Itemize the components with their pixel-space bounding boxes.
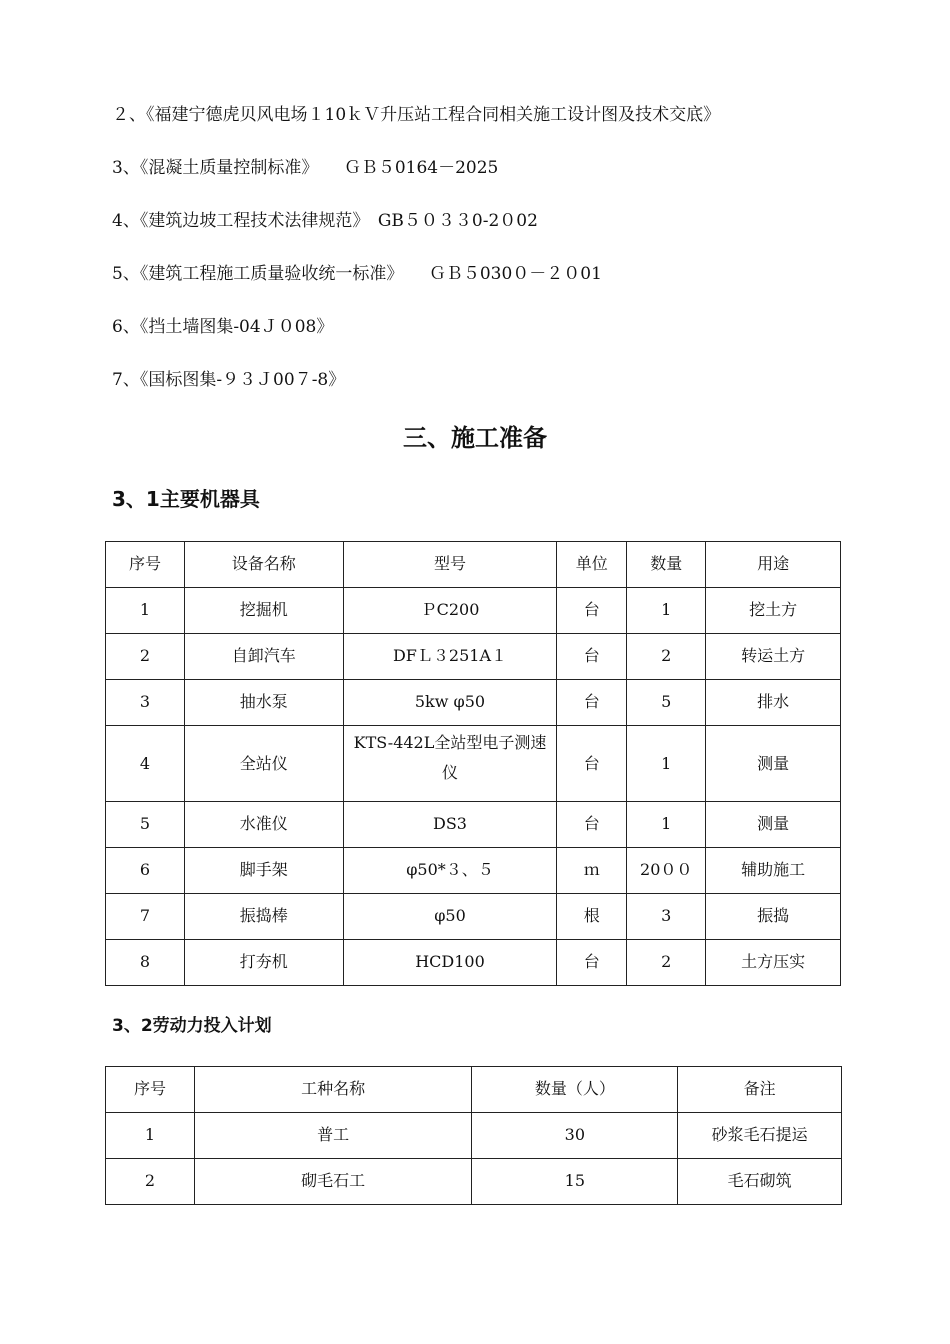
header-cell: 工种名称 xyxy=(194,1067,472,1113)
table-cell: 振捣 xyxy=(706,894,841,940)
table-cell: 1 xyxy=(106,588,185,634)
header-cell: 用途 xyxy=(706,542,841,588)
table-cell: 5 xyxy=(106,802,185,848)
reference-item: 3、《混凝土质量控制标准》 ＧＢ５0164－2025 xyxy=(112,158,499,178)
equipment-heading: 3、1主要机器具 xyxy=(112,487,260,511)
table-cell: 毛石砌筑 xyxy=(678,1159,842,1205)
labor-table xyxy=(105,1066,842,1205)
table-cell: 台 xyxy=(557,802,627,848)
table-cell: 3 xyxy=(106,680,185,726)
table-cell: 5 xyxy=(627,680,706,726)
reference-item: ２、《福建宁德虎贝风电场１10ｋＶ升压站工程合同相关施工设计图及技术交底》 xyxy=(112,105,721,125)
table-row xyxy=(106,680,841,726)
header-cell: 数量 xyxy=(627,542,706,588)
table-cell: 台 xyxy=(557,726,627,802)
table-cell: 7 xyxy=(106,894,185,940)
header-cell: 单位 xyxy=(557,542,627,588)
table-cell: 1 xyxy=(627,726,706,802)
section-title: 三、施工准备 xyxy=(403,424,547,452)
table-cell: 挖掘机 xyxy=(184,588,343,634)
table-cell: 挖土方 xyxy=(706,588,841,634)
table-cell: 转运土方 xyxy=(706,634,841,680)
table-cell: KTS-442L全站型电子测速仪 xyxy=(343,726,557,802)
table-cell: 15 xyxy=(472,1159,678,1205)
table-row xyxy=(106,940,841,986)
header-cell: 数量（人） xyxy=(472,1067,678,1113)
table-cell: 脚手架 xyxy=(184,848,343,894)
table-cell: 水准仪 xyxy=(184,802,343,848)
table-cell: φ50 xyxy=(343,894,557,940)
table-cell: 根 xyxy=(557,894,627,940)
table-cell: 测量 xyxy=(706,726,841,802)
table-cell: φ50*３、５ xyxy=(343,848,557,894)
table-row xyxy=(106,894,841,940)
table-cell: 30 xyxy=(472,1113,678,1159)
table-row xyxy=(106,802,841,848)
table-cell: 测量 xyxy=(706,802,841,848)
table-cell: 辅助施工 xyxy=(706,848,841,894)
table-row xyxy=(106,848,841,894)
table-cell: 2 xyxy=(106,634,185,680)
table-cell: ｍ xyxy=(557,848,627,894)
table-cell: 振捣棒 xyxy=(184,894,343,940)
table-cell: 20００ xyxy=(627,848,706,894)
table-cell: 4 xyxy=(106,726,185,802)
table-cell: 土方压实 xyxy=(706,940,841,986)
table-cell: 台 xyxy=(557,588,627,634)
table-cell: 台 xyxy=(557,680,627,726)
table-cell: 2 xyxy=(627,940,706,986)
table-cell: 1 xyxy=(106,1113,195,1159)
table-cell: 1 xyxy=(627,802,706,848)
table-cell: 台 xyxy=(557,940,627,986)
table-cell: 砌毛石工 xyxy=(194,1159,472,1205)
table-cell: 2 xyxy=(627,634,706,680)
table-row xyxy=(106,1113,842,1159)
table-cell: 6 xyxy=(106,848,185,894)
table-header-row xyxy=(106,1067,842,1113)
header-cell: 序号 xyxy=(106,1067,195,1113)
table-cell: 8 xyxy=(106,940,185,986)
table-cell: 排水 xyxy=(706,680,841,726)
reference-item: 4、《建筑边坡工程技术法律规范》 GB５０３３0-2０02 xyxy=(112,211,538,231)
header-cell: 序号 xyxy=(106,542,185,588)
table-cell: 台 xyxy=(557,634,627,680)
reference-item: 6、《挡土墙图集-04Ｊ０08》 xyxy=(112,317,334,337)
header-cell: 备注 xyxy=(678,1067,842,1113)
table-row xyxy=(106,1159,842,1205)
table-row xyxy=(106,726,841,802)
labor-heading: 3、2劳动力投入计划 xyxy=(112,1016,272,1036)
table-cell: HCD100 xyxy=(343,940,557,986)
table-cell: ＰC200 xyxy=(343,588,557,634)
table-cell: 砂浆毛石提运 xyxy=(678,1113,842,1159)
table-cell: 1 xyxy=(627,588,706,634)
table-cell: 5kw φ50 xyxy=(343,680,557,726)
table-cell: 自卸汽车 xyxy=(184,634,343,680)
table-cell: 3 xyxy=(627,894,706,940)
header-cell: 型号 xyxy=(343,542,557,588)
table-row xyxy=(106,634,841,680)
table-cell: 2 xyxy=(106,1159,195,1205)
table-cell: DS3 xyxy=(343,802,557,848)
table-cell: 普工 xyxy=(194,1113,472,1159)
header-cell: 设备名称 xyxy=(184,542,343,588)
reference-item: 7、《国标图集-９３Ｊ00７-8》 xyxy=(112,370,346,390)
table-cell: DFＬ３251A１ xyxy=(343,634,557,680)
table-row xyxy=(106,588,841,634)
table-cell: 全站仪 xyxy=(184,726,343,802)
reference-item: 5、《建筑工程施工质量验收统一标准》 ＧＢ５030０－２０01 xyxy=(112,264,602,284)
table-cell: 抽水泵 xyxy=(184,680,343,726)
table-header-row xyxy=(106,542,841,588)
table-cell: 打夯机 xyxy=(184,940,343,986)
equipment-table xyxy=(105,541,841,986)
